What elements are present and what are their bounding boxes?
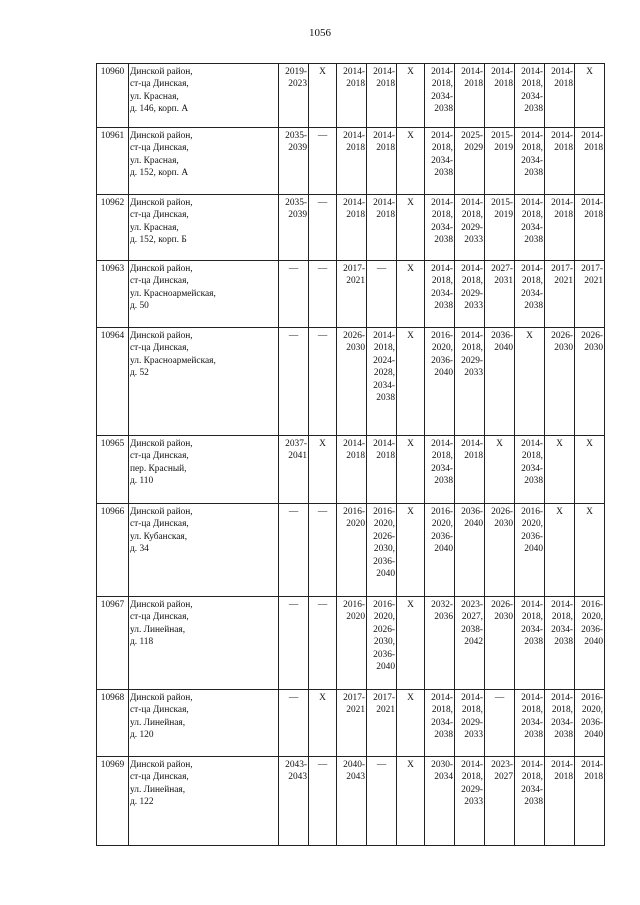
period-cell: X xyxy=(397,757,425,846)
period-cell: 2014- 2018 xyxy=(367,436,397,504)
period-cell: 2019- 2023 xyxy=(279,64,309,128)
period-cell: X xyxy=(309,64,337,128)
period-cell: 2014- 2018, 2034- 2038 xyxy=(425,436,455,504)
table-row xyxy=(97,436,605,504)
period-cell: — xyxy=(279,504,309,597)
period-cell: 2014- 2018 xyxy=(455,436,485,504)
record-number: 10962 xyxy=(97,195,129,261)
period-cell: 2026- 2030 xyxy=(575,328,605,436)
period-cell: 2016- 2020 xyxy=(337,504,367,597)
housing-registry-table xyxy=(96,63,605,846)
period-cell: 2040- 2043 xyxy=(337,757,367,846)
period-cell: 2014- 2018, 2029- 2033 xyxy=(455,261,485,328)
period-cell: 2014- 2018 xyxy=(545,64,575,128)
period-cell: 2014- 2018, 2034- 2038 xyxy=(515,128,545,195)
period-cell: 2014- 2018, 2029- 2033 xyxy=(455,757,485,846)
period-cell: 2014- 2018, 2034- 2038 xyxy=(545,597,575,690)
period-cell: X xyxy=(485,436,515,504)
period-cell: 2036- 2040 xyxy=(485,328,515,436)
period-cell: 2014- 2018 xyxy=(337,128,367,195)
period-cell: — xyxy=(367,261,397,328)
period-cell: X xyxy=(397,128,425,195)
period-cell: X xyxy=(309,436,337,504)
table-row xyxy=(97,690,605,757)
table-row xyxy=(97,328,605,436)
period-cell: 2035- 2039 xyxy=(279,128,309,195)
period-cell: — xyxy=(279,690,309,757)
record-number: 10963 xyxy=(97,261,129,328)
period-cell: X xyxy=(397,504,425,597)
period-cell: 2014- 2018, 2029- 2033 xyxy=(455,328,485,436)
period-cell: 2016- 2020, 2036- 2040 xyxy=(575,690,605,757)
period-cell: 2030- 2034 xyxy=(425,757,455,846)
period-cell: X xyxy=(397,436,425,504)
period-cell: 2014- 2018 xyxy=(337,436,367,504)
record-number: 10967 xyxy=(97,597,129,690)
address-cell: Динской район, ст-ца Динская, ул. Линейная, д. 122 xyxy=(129,757,279,846)
period-cell: X xyxy=(575,504,605,597)
period-cell: — xyxy=(367,757,397,846)
period-cell: X xyxy=(397,261,425,328)
address-cell: Динской район, ст-ца Динская, пер. Красный, д. 110 xyxy=(129,436,279,504)
period-cell: 2014- 2018, 2034- 2038 xyxy=(425,690,455,757)
record-number: 10964 xyxy=(97,328,129,436)
period-cell: — xyxy=(309,597,337,690)
record-number: 10961 xyxy=(97,128,129,195)
period-cell: 2014- 2018 xyxy=(367,195,397,261)
period-cell: 2014- 2018, 2029- 2033 xyxy=(455,690,485,757)
period-cell: 2014- 2018, 2034- 2038 xyxy=(515,436,545,504)
period-cell: X xyxy=(397,328,425,436)
page-number: 1056 xyxy=(309,27,331,39)
period-cell: 2014- 2018 xyxy=(575,195,605,261)
period-cell: 2016- 2020, 2036- 2040 xyxy=(425,328,455,436)
period-cell: X xyxy=(575,64,605,128)
period-cell: 2014- 2018 xyxy=(367,128,397,195)
address-cell: Динской район, ст-ца Динская, ул. Красная, д. 146, корп. А xyxy=(129,64,279,128)
period-cell: 2015- 2019 xyxy=(485,128,515,195)
record-number: 10966 xyxy=(97,504,129,597)
period-cell: 2026- 2030 xyxy=(485,597,515,690)
period-cell: 2014- 2018, 2034- 2038 xyxy=(515,690,545,757)
record-number: 10968 xyxy=(97,690,129,757)
period-cell: 2014- 2018, 2024- 2028, 2034- 2038 xyxy=(367,328,397,436)
period-cell: 2014- 2018, 2034- 2038 xyxy=(515,261,545,328)
table-row xyxy=(97,504,605,597)
period-cell: 2014- 2018, 2034- 2038 xyxy=(425,128,455,195)
table-row xyxy=(97,195,605,261)
period-cell: 2017- 2021 xyxy=(337,261,367,328)
period-cell: 2015- 2019 xyxy=(485,195,515,261)
period-cell: 2016- 2020, 2026- 2030, 2036- 2040 xyxy=(367,597,397,690)
period-cell: 2025- 2029 xyxy=(455,128,485,195)
address-cell: Динской район, ст-ца Динская, ул. Линейная, д. 118 xyxy=(129,597,279,690)
address-cell: Динской район, ст-ца Динская, ул. Красноармейская, д. 50 xyxy=(129,261,279,328)
period-cell: 2016- 2020 xyxy=(337,597,367,690)
period-cell: 2017- 2021 xyxy=(545,261,575,328)
address-cell: Динской район, ст-ца Динская, ул. Красная, д. 152, корп. А xyxy=(129,128,279,195)
period-cell: 2017- 2021 xyxy=(337,690,367,757)
period-cell: 2017- 2021 xyxy=(575,261,605,328)
period-cell: 2014- 2018, 2034- 2038 xyxy=(425,195,455,261)
period-cell: — xyxy=(309,328,337,436)
period-cell: — xyxy=(309,757,337,846)
table-row xyxy=(97,597,605,690)
period-cell: — xyxy=(309,261,337,328)
period-cell: 2014- 2018 xyxy=(485,64,515,128)
period-cell: 2014- 2018, 2034- 2038 xyxy=(515,757,545,846)
period-cell: — xyxy=(279,328,309,436)
table-row xyxy=(97,261,605,328)
table-row xyxy=(97,128,605,195)
address-cell: Динской район, ст-ца Динская, ул. Линейная, д. 120 xyxy=(129,690,279,757)
table-row xyxy=(97,757,605,846)
period-cell: 2027- 2031 xyxy=(485,261,515,328)
period-cell: 2036- 2040 xyxy=(455,504,485,597)
period-cell: X xyxy=(309,690,337,757)
address-cell: Динской район, ст-ца Динская, ул. Красноармейская, д. 52 xyxy=(129,328,279,436)
address-cell: Динской район, ст-ца Динская, ул. Кубанская, д. 34 xyxy=(129,504,279,597)
period-cell: 2014- 2018, 2034- 2038 xyxy=(515,64,545,128)
record-number: 10960 xyxy=(97,64,129,128)
period-cell: 2014- 2018 xyxy=(367,64,397,128)
period-cell: — xyxy=(279,597,309,690)
period-cell: 2016- 2020, 2036- 2040 xyxy=(425,504,455,597)
period-cell: X xyxy=(515,328,545,436)
period-cell: — xyxy=(309,128,337,195)
period-cell: 2016- 2020, 2026- 2030, 2036- 2040 xyxy=(367,504,397,597)
period-cell: — xyxy=(485,690,515,757)
period-cell: 2026- 2030 xyxy=(545,328,575,436)
period-cell: X xyxy=(397,195,425,261)
period-cell: — xyxy=(279,261,309,328)
period-cell: 2014- 2018, 2034- 2038 xyxy=(515,195,545,261)
period-cell: 2016- 2020, 2036- 2040 xyxy=(515,504,545,597)
period-cell: 2014- 2018, 2034- 2038 xyxy=(425,64,455,128)
period-cell: 2043- 2043 xyxy=(279,757,309,846)
period-cell: 2014- 2018 xyxy=(337,64,367,128)
period-cell: 2014- 2018 xyxy=(545,757,575,846)
period-cell: X xyxy=(397,690,425,757)
period-cell: 2023- 2027, 2038- 2042 xyxy=(455,597,485,690)
period-cell: X xyxy=(397,597,425,690)
period-cell: 2014- 2018 xyxy=(575,128,605,195)
record-number: 10969 xyxy=(97,757,129,846)
period-cell: 2023- 2027 xyxy=(485,757,515,846)
period-cell: 2014- 2018 xyxy=(545,128,575,195)
address-cell: Динской район, ст-ца Динская, ул. Красная, д. 152, корп. Б xyxy=(129,195,279,261)
period-cell: 2032- 2036 xyxy=(425,597,455,690)
period-cell: 2017- 2021 xyxy=(367,690,397,757)
period-cell: 2035- 2039 xyxy=(279,195,309,261)
period-cell: 2014- 2018, 2029- 2033 xyxy=(455,195,485,261)
period-cell: 2014- 2018, 2034- 2038 xyxy=(425,261,455,328)
period-cell: X xyxy=(545,436,575,504)
period-cell: 2016- 2020, 2036- 2040 xyxy=(575,597,605,690)
table-row xyxy=(97,64,605,128)
period-cell: 2014- 2018 xyxy=(337,195,367,261)
period-cell: 2014- 2018, 2034- 2038 xyxy=(545,690,575,757)
period-cell: 2026- 2030 xyxy=(485,504,515,597)
period-cell: 2037- 2041 xyxy=(279,436,309,504)
period-cell: X xyxy=(575,436,605,504)
period-cell: X xyxy=(397,64,425,128)
period-cell: X xyxy=(545,504,575,597)
period-cell: 2014- 2018 xyxy=(575,757,605,846)
period-cell: 2014- 2018 xyxy=(545,195,575,261)
period-cell: 2014- 2018, 2034- 2038 xyxy=(515,597,545,690)
period-cell: 2014- 2018 xyxy=(455,64,485,128)
period-cell: 2026- 2030 xyxy=(337,328,367,436)
record-number: 10965 xyxy=(97,436,129,504)
period-cell: — xyxy=(309,504,337,597)
period-cell: — xyxy=(309,195,337,261)
